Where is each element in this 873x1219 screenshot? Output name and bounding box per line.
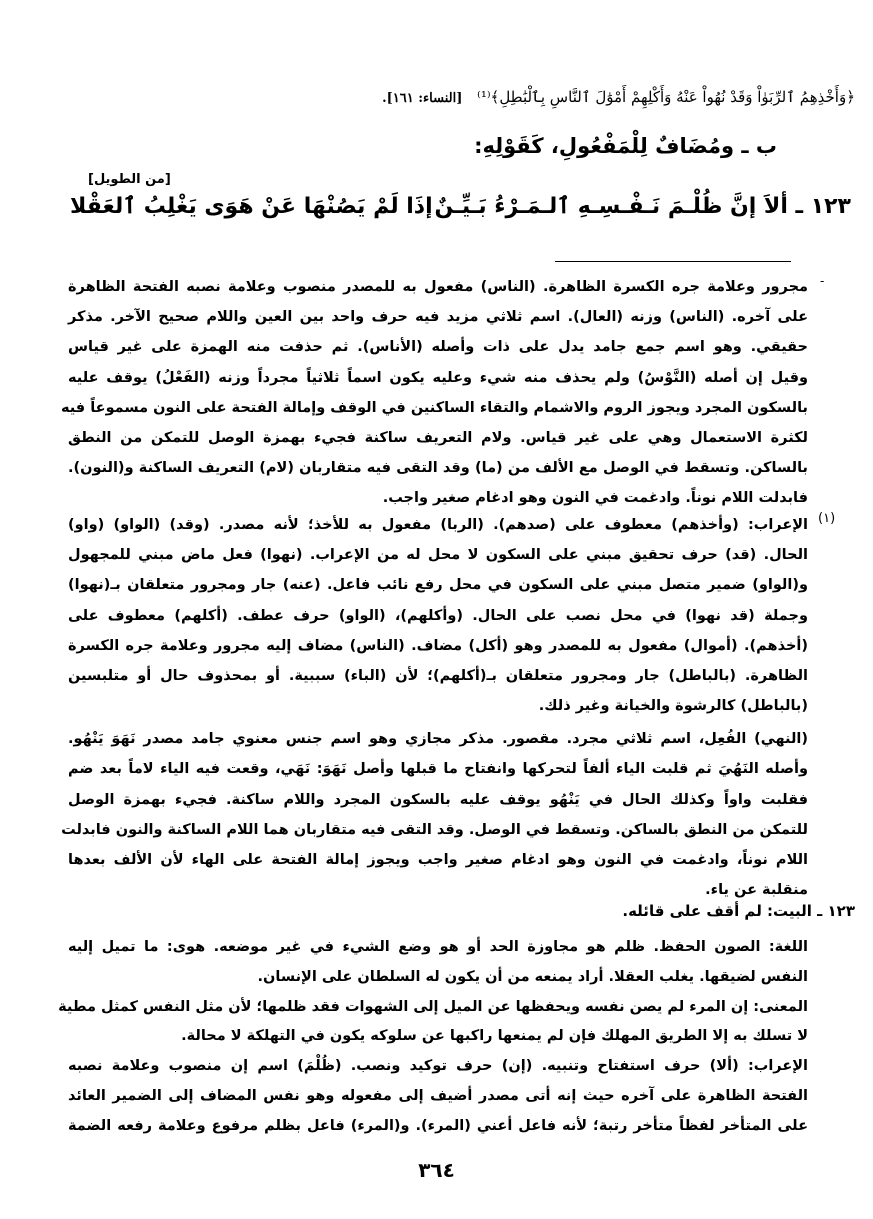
footnote-line: بالساكن. وتسقط في الوصل مع الألف من (ما) وقد التقى فيه متقاربان (لام) التعريف الساكنة و(النون).	[68, 460, 808, 477]
footnote-line: الإعراب: (ألا) حرف استفتاح وتنبيه. (إن) حرف توكيد ونصب. (ظُلْمَ) اسم إن منصوب وعلامة نصبه	[68, 1058, 808, 1075]
poem-verse	[70, 194, 851, 228]
section-subheading: ب ـ ومُضَافٌ لِلْمَفْعُولِ، كَقَوْلِهِ:	[474, 134, 777, 158]
footnote-nahy	[61, 724, 808, 906]
footnote-line: (النهي) الفُعِل، اسم ثلاثي مجرد. مقصور. مذكر مجازي وهو اسم جنس معنوي جامد مصدر نَهَوَ يَنْهُو.	[68, 731, 808, 747]
footnote-marker: (١)	[818, 511, 836, 526]
footnote-continuation	[60, 272, 808, 514]
footnote-line: فابدلت اللام نوناً. وادغمت في النون وهو ادغام صغير واجب.	[382, 490, 808, 507]
footnote-line: و(الواو) ضمير متصل مبني على السكون في محل رفع نائب فاعل. (عنه) جار ومجرور متعلقان بـ(نهوا)	[68, 577, 808, 594]
footnote-line: وجملة (قد نهوا) في محل نصب على الحال. (وأكلهم)، (الواو) حرف عطف. (أكلهم) معطوف على	[68, 607, 808, 624]
poetic-meter-label: [من الطويل]	[88, 172, 171, 187]
page-number: ٣٦٤	[418, 1158, 455, 1182]
footnote-line: لا تسلك به إلا الطريق المهلك فإن لم يمنعها راكبها عن سلوكه يكون في التهلكة لا محالة.	[181, 1028, 808, 1045]
footnote-line: حقيقي. وهو اسم جمع جامد يدل على ذات وأصله (الأناس). ثم حذفت منه الهمزة على غير قياس	[68, 339, 808, 356]
footnote-line: الفتحة الظاهرة على آخره حيث إنه أتى مصدر أضيف إلى مفعوله وهو نفس المضاف إلى الضمير العائد	[68, 1087, 808, 1104]
footnote-line: وقيل إن أصله (النَّوْسُ) ولم يحذف منه شيء وعليه يكون اسماً ثلاثياً مجرداً وزنه (الفَعْلُ) يوقف عليه	[68, 369, 808, 386]
footnote-line: اللغة: الصون الحفظ. ظلم هو مجاوزة الحد أو هو وضع الشيء في غير موضعه. هوى: ما تميل إليه	[68, 939, 808, 955]
footnote-line: الظاهرة. (بالباطل) جار ومجرور متعلقان بـ(أكلهم)؛ لأن (الباء) سببية. أو بمحذوف حال أو متلبسين	[68, 667, 808, 684]
footnote-line: (بالباطل) كالرشوة والخيانة وغير ذلك.	[538, 698, 808, 715]
quran-reference: [النساء: ١٦١].	[382, 91, 463, 106]
footnote-line: للتمكن من النطق بالساكن. وتسقط في الوصل. وقد التقى فيه متقاربان هما اللام الساكنة والنون فابدلت	[61, 821, 808, 838]
continuation-mark: -	[820, 274, 825, 288]
poem-hemistich-second: إذَا لَمْ يَصُنْهَا عَنْ هَوَى يَغْلِبُ ٱلعَقْلا	[70, 194, 433, 219]
footnote-line: (أخذهم). (أموال) مفعول به للمصدر وهو (أكل) مضاف. (الناس) مضاف إليه مجرور وعلامة جره الكسرة	[68, 637, 808, 654]
footnote-line: لكثرة الاستعمال وهي على غير قياس. ولام التعريف ساكنة فجيء بهمزة الوصل للتمكن من النطق	[68, 429, 808, 446]
footnote-1	[68, 510, 808, 721]
footnote-line: الحال. (قد) حرف تحقيق مبني على السكون لا محل له من الإعراب. (نهوا) فعل ماض مبني للمجهول	[68, 547, 808, 564]
footnote-line: النفس لضيقها. يغلب العقلا. أراد يمنعه من أن يكون له السلطان على الإنسان.	[257, 968, 808, 985]
footnote-line: الإعراب: (وأخذهم) معطوف على (صدهم). (الربا) مفعول به للأخذ؛ لأنه مصدر. (وقد) (الواو) (واو)	[68, 517, 808, 533]
footnote-line: فقلبت واواً وكذلك الحال في يَنْهُو يوقف عليه بالسكون المجرد واللام ساكنة. فجيء بهمزة الوصل	[68, 791, 808, 808]
footnote-line: على المتأخر لفظاً متأخر رتبة؛ لأنه فاعل أعني (المرء). و(المرء) فاعل بظلم مرفوع وعلامة رفعه الضمة	[68, 1117, 808, 1134]
footnote-line: على آخره. (الناس) وزنه (العال). اسم ثلاثي مزيد فيه حرف واحد بين العين واللام صحيح الآخر. مذكر	[68, 309, 808, 326]
footnote-line: منقلبة عن ياء.	[705, 882, 808, 899]
poem-hemistich-first: ١٢٣ ـ ألاَ إنَّ ظُلْـمَ نَـفْـسِـهِ ٱلـمَـرْءُ بَـيِّـنٌ	[434, 194, 851, 219]
footnote-line: المعنى: إن المرء لم يصن نفسه ويحفظها عن الميل إلى الشهوات فقد ظلمها؛ لأن مثل النفس كمثل مطية	[58, 998, 808, 1015]
verse-commentary	[58, 932, 808, 1141]
quran-verse-line	[150, 88, 855, 106]
footnote-line: وأصله النَهُيَ ثم قلبت الياء ألفاً لتحركها وانفتاح ما قبلها وأصل نَهَوَ: نَهَي، وقعت فيه الياء لاماً بعد ضم	[68, 761, 808, 778]
footnote-line: اللام نوناً، وادغمت في النون وهو ادغام صغير واجب ويجوز إمالة الفتحة على الهاء لأن الألف بعدها	[68, 852, 808, 869]
footnote-line: مجرور وعلامة جره الكسرة الظاهرة. (الناس) مفعول به للمصدر منصوب وعلامة نصبه الفتحة الظاهرة	[68, 279, 808, 295]
footnote-separator	[555, 261, 791, 262]
quran-verse: ﴿وَأَخْذِهِمُ ٱلرِّبَوٰاْ وَقَدْ نُهُواْ عَنْهُ وَأَكْلِهِمْ أَمْوَٰلَ ٱلنَّاسِ بِٱلْبَٰطِلِ﴾⁽¹⁾	[477, 88, 855, 106]
verse-commentary-heading: ١٢٣ ـ البيت: لم أقف على قائله.	[622, 902, 855, 920]
footnote-line: بالسكون المجرد ويجوز الروم والاشمام والتقاء الساكنين في الوقف وإمالة الفتحة على النون مسموعاً فيه	[60, 399, 808, 416]
